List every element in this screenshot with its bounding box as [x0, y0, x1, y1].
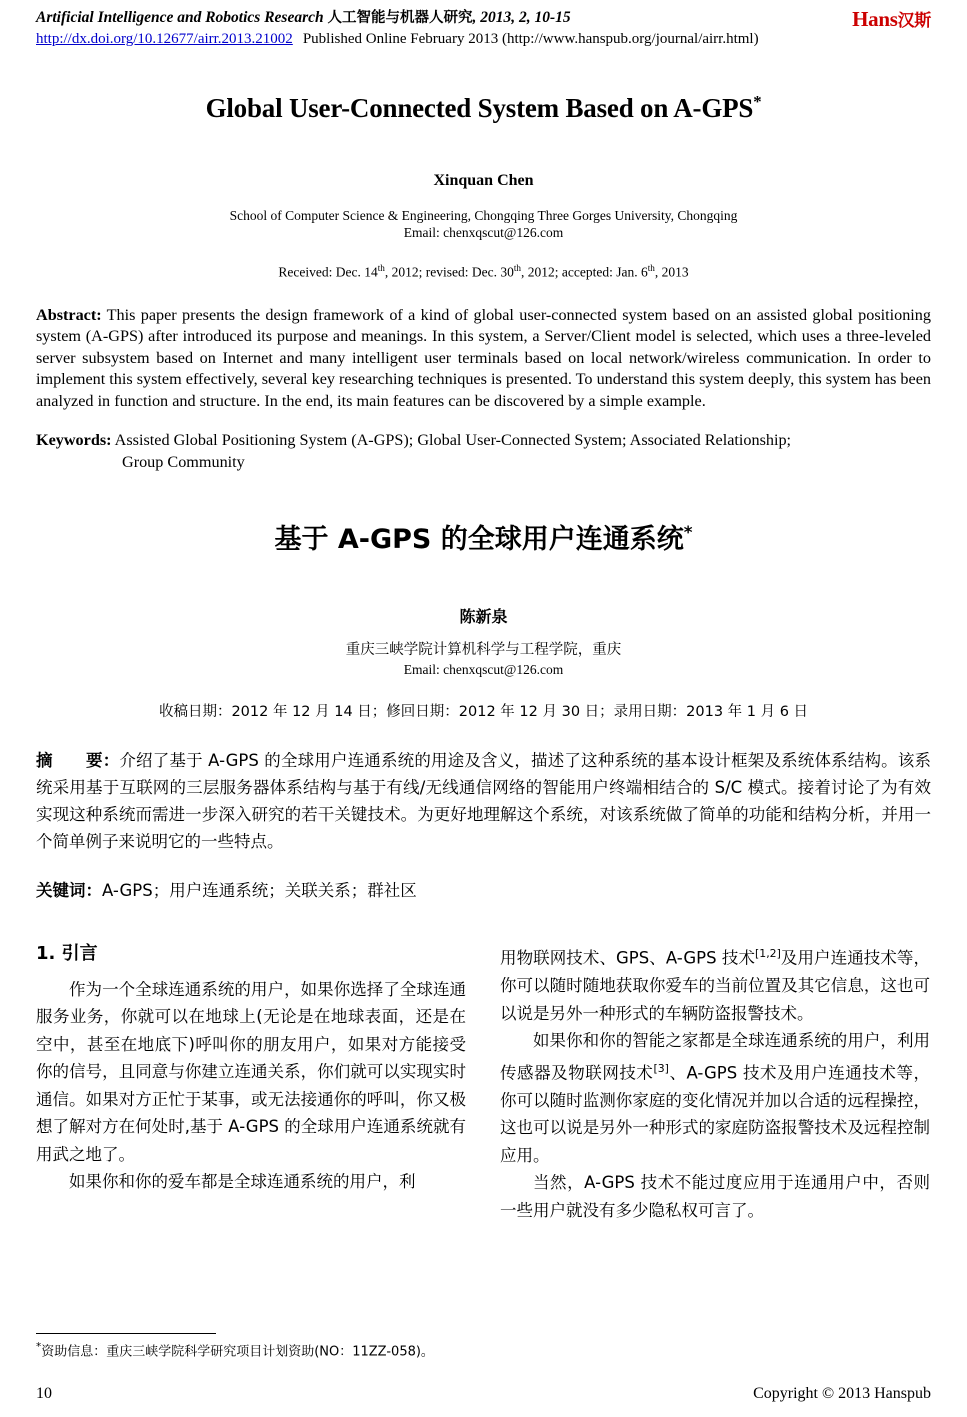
- title-chinese: [36, 517, 931, 556]
- keywords-chinese: [36, 877, 931, 904]
- affiliation-english-text: School of Computer Science & Engineering, Chongqing Three Gorges University, Chongqing: [229, 208, 738, 223]
- running-head-line-2: [36, 29, 931, 49]
- hans-logo-cn: 汉斯: [897, 11, 931, 31]
- date-accepted-year: , 2013: [654, 264, 689, 280]
- paragraph-left-1: 作为一个全球连通系统的用户，如果你选择了全球连通服务业务，你就可以在地球上(无论是在地球表面，还是在空中，甚至在地底下)呼叫你的朋友用户，如果对方能接受你的信号，且同意与你建立连通关系，你们就可以实现实时通信。如果对方正忙于某事，或无法接通你的呼叫，你又极想了解对方在何处时,基于 A-GPS 的全球用户连通系统就有用武之地了。: [36, 979, 466, 1164]
- affiliation-chinese: [36, 641, 931, 680]
- title-english-text: Global User-Connected System Based on A-GPS: [205, 93, 754, 123]
- body-columns: [36, 940, 931, 1224]
- affiliation-chinese-text: 重庆三峡学院计算机科学与工程学院，重庆: [345, 642, 622, 658]
- author-email: Email: chenxqscut@126.com: [403, 225, 564, 240]
- paragraph-right-3: 当然，A-GPS 技术不能过度应用于连通用户中，否则一些用户就没有多少隐私权可言了。: [500, 1173, 930, 1220]
- keywords-line-1: Assisted Global Positioning System (A-GPS); Global User-Connected System; Associated Relationship;: [111, 431, 792, 449]
- ordinal-suffix-1: th: [377, 263, 385, 273]
- abstract-text: This paper presents the design framework of a kind of global user-connected system based on an assisted global positioning system (A-GPS) after introduced its purpose and meanings. In this system, a Server/Client model is selected, which uses a three-leveled server subsystem based on Internet and many intelligent user terminals based on local network/wireless communication. In order to implement this system effectively, several key researching techniques is presented. To understand this system deeply, this system has been analyzed in function and structure. In the end, its main features can be discovered by a simple example.: [36, 305, 931, 410]
- date-received-prefix: Received: Dec. 14: [278, 264, 378, 280]
- abstract-chinese-label: 摘 要：: [36, 751, 120, 770]
- ordinal-suffix-3: th: [647, 263, 655, 273]
- author-english: Xinquan Chen: [433, 172, 534, 189]
- author-chinese: 陈新泉: [459, 607, 508, 626]
- footnote-body: 资助信息：重庆三峡学院科学研究项目计划资助(NO：11ZZ-058)。: [41, 1344, 434, 1359]
- title-chinese-footnote-marker: *: [683, 522, 693, 542]
- title-english: [36, 92, 931, 124]
- paragraph-right-1: [500, 940, 930, 1027]
- running-head-line-1: [36, 8, 931, 28]
- keywords-label: Keywords:: [36, 431, 112, 449]
- paragraph-left-2: 如果你和你的爱车都是全球连通系统的用户，利: [69, 1172, 416, 1191]
- paragraph-right-2-a: 如果你和你的智能之家都是全球连通系统的用户，利用传感器及物联网技术: [500, 1031, 930, 1082]
- column-left: [36, 940, 466, 1224]
- dates-english: [36, 263, 931, 281]
- abstract-chinese: [36, 747, 931, 855]
- date-accepted-prefix: , 2012; accepted: Jan. 6: [520, 264, 648, 280]
- paragraph-right-2: [500, 1027, 930, 1169]
- footnote-divider: [36, 1333, 216, 1334]
- citation-ref-3[interactable]: [3]: [653, 1061, 669, 1075]
- affiliation-english: [36, 207, 931, 241]
- column-right: [500, 940, 930, 1224]
- page-number: 10: [36, 1385, 52, 1402]
- paragraph-right-1-a: 用物联网技术、GPS、A-GPS 技术: [500, 948, 756, 968]
- abstract-english: [36, 305, 931, 413]
- journal-title-cn: 人工智能与机器人研究: [327, 10, 473, 26]
- author-email-chinese: Email: chenxqscut@126.com: [403, 662, 564, 677]
- ordinal-suffix-2: th: [513, 263, 521, 273]
- title-chinese-text: 基于 A-GPS 的全球用户连通系统: [274, 524, 684, 555]
- citation-ref-1[interactable]: [1,2]: [755, 947, 781, 960]
- abstract-label: Abstract:: [36, 305, 102, 324]
- copyright-notice: Copyright © 2013 Hanspub: [753, 1385, 931, 1402]
- journal-issue: , 2013, 2, 10-15: [472, 9, 571, 26]
- paragraph-right-1-b: 及用户连通技术等，你可以随时随地获取你爱车的当前位置及其它信息，这也可以说是另外一种形式的车辆防盗报警技术。: [500, 948, 930, 1023]
- title-footnote-marker: *: [753, 92, 762, 111]
- hans-logo-en: Hans: [852, 7, 898, 31]
- footnote-marker: *: [36, 1340, 42, 1353]
- running-head: [36, 8, 931, 56]
- keywords-english: [36, 430, 931, 473]
- doi-link[interactable]: http://dx.doi.org/10.12677/airr.2013.21002: [36, 31, 293, 47]
- dates-chinese: 收稿日期：2012 年 12 月 14 日；修回日期：2012 年 12 月 30 日；录用日期：2013 年 1 月 6 日: [158, 704, 809, 720]
- footnote-area: [36, 1333, 466, 1361]
- hans-publisher-logo: [852, 6, 931, 32]
- page-footer: [36, 1385, 931, 1403]
- keywords-chinese-label: 关键词：: [36, 881, 102, 900]
- keywords-chinese-text: A-GPS；用户连通系统；关联关系；群社区: [102, 881, 417, 900]
- published-online-note: Published Online February 2013 (http://www.hanspub.org/journal/airr.html): [302, 31, 759, 47]
- keywords-line-2: Group Community: [122, 452, 245, 471]
- section-heading-1: 1. 引言: [36, 943, 98, 964]
- footnote-text: [36, 1338, 466, 1361]
- abstract-chinese-text: 介绍了基于 A-GPS 的全球用户连通系统的用途及含义，描述了这种系统的基本设计框架及系统体系结构。该系统采用基于互联网的三层服务器体系结构与基于有线/无线通信网络的智能用户终端相结合的 S/C 模式。接着讨论了为有效实现这种系统而需进一步深入研究的若干关键技术。为更好地理解这个系统，对该系统做了简单的功能和结构分析，并用一个简单例子来说明它的一些特点。: [36, 751, 932, 851]
- date-revised-prefix: , 2012; revised: Dec. 30: [384, 264, 514, 280]
- paragraph-right-2-b: 、A-GPS 技术及用户连通技术等，你可以随时监测你家庭的变化情况并加以合适的远程操控，这也可以说是另外一种形式的家庭防盗报警技术及远程控制应用。: [500, 1063, 931, 1165]
- journal-title-en: Artificial Intelligence and Robotics Research: [36, 9, 324, 26]
